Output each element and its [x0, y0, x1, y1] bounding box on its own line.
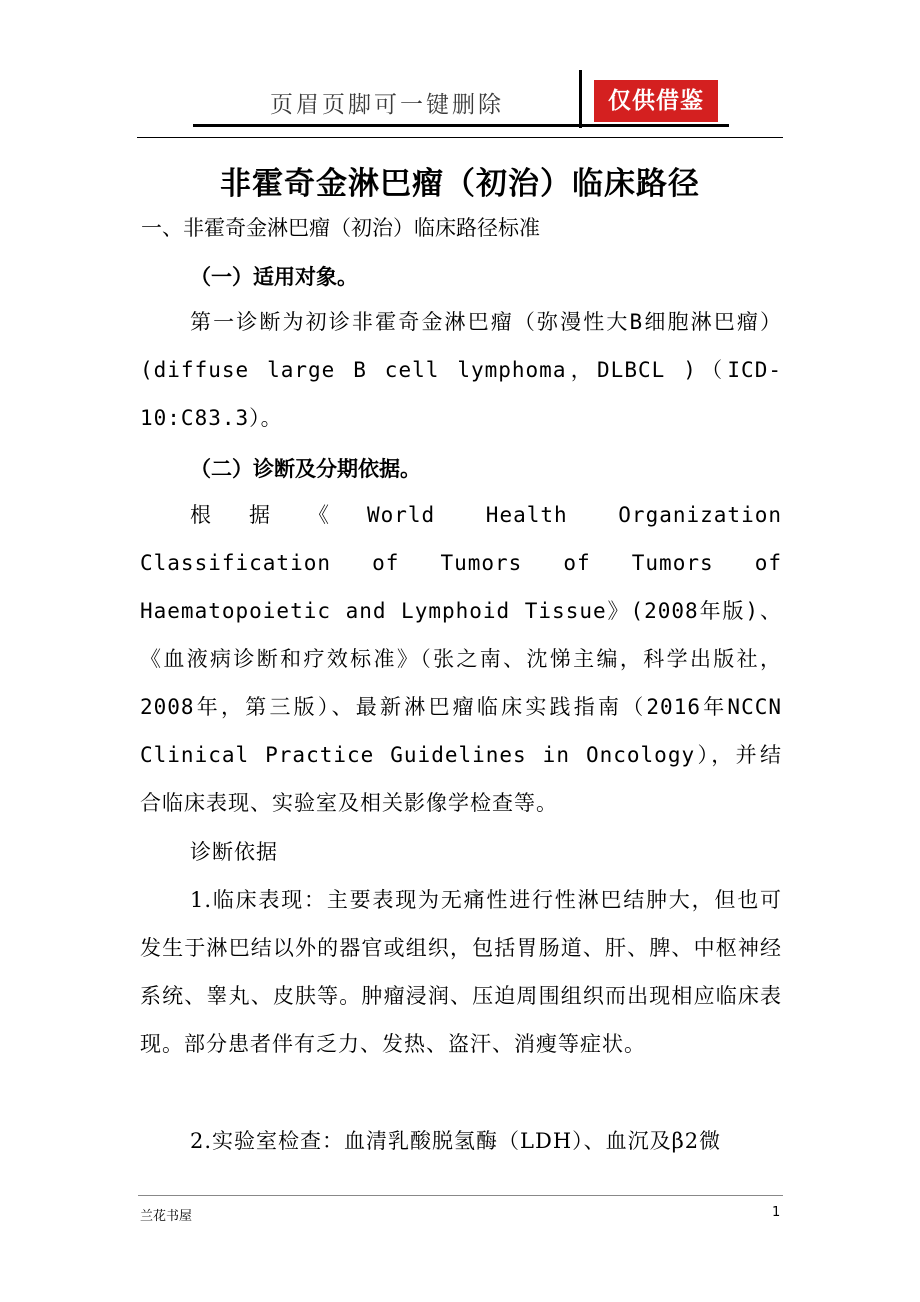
paragraph-diagnosis-criteria: 根据《World Health Organization Classification of Tumors of Tumors of Haematopoietic and Lymphoid Tissue》(2008年版)、《血液病诊断和疗效标准》（张之南、沈悌主编，科学出版社，2008年，第三版）、最新淋巴瘤临床实践指南（2016年NCCN Clinical Practice Guidelines in Oncology），并结合临床表现、实验室及相关影像学检查等。 — [140, 503, 782, 815]
header-divider — [579, 70, 582, 128]
paragraph-clinical-presentation: 1.临床表现：主要表现为无痛性进行性淋巴结肿大，但也可发生于淋巴结以外的器官或组织，包括胃肠道、肝、脾、中枢神经系统、睾丸、皮肤等。肿瘤浸润、压迫周围组织而出现相应临床表现。部分患者伴有乏力、发热、盗汗、消瘦等症状。 — [140, 888, 782, 1056]
header-text: 页眉页脚可一键删除 — [270, 92, 504, 118]
subsection-heading-scope: （一）适用对象。 — [190, 265, 358, 289]
header-rule-thin — [137, 137, 783, 138]
section-heading: 一、非霍奇金淋巴瘤（初治）临床路径标准 — [141, 216, 540, 240]
paragraph-lab-tests: 2.实验室检查：血清乳酸脱氢酶（LDH）、血沉及β2微 — [190, 1129, 722, 1153]
subsection-heading-diagnosis: （二）诊断及分期依据。 — [190, 457, 421, 481]
reference-stamp: 仅供借鉴 — [594, 80, 718, 122]
footer-publisher: 兰花书屋 — [140, 1209, 193, 1224]
paragraph-diagnosis-basis: 诊断依据 — [190, 840, 278, 864]
page-number: 1 — [772, 1205, 781, 1220]
paragraph-scope: 第一诊断为初诊非霍奇金淋巴瘤（弥漫性大B细胞淋巴瘤）(diffuse large B cell lymphoma，DLBCL )（ICD-10:C83.3）。 — [140, 310, 782, 430]
footer-rule — [138, 1195, 783, 1196]
header-rule-thick — [193, 124, 729, 127]
page-title: 非霍奇金淋巴瘤（初治）临床路径 — [220, 166, 700, 202]
